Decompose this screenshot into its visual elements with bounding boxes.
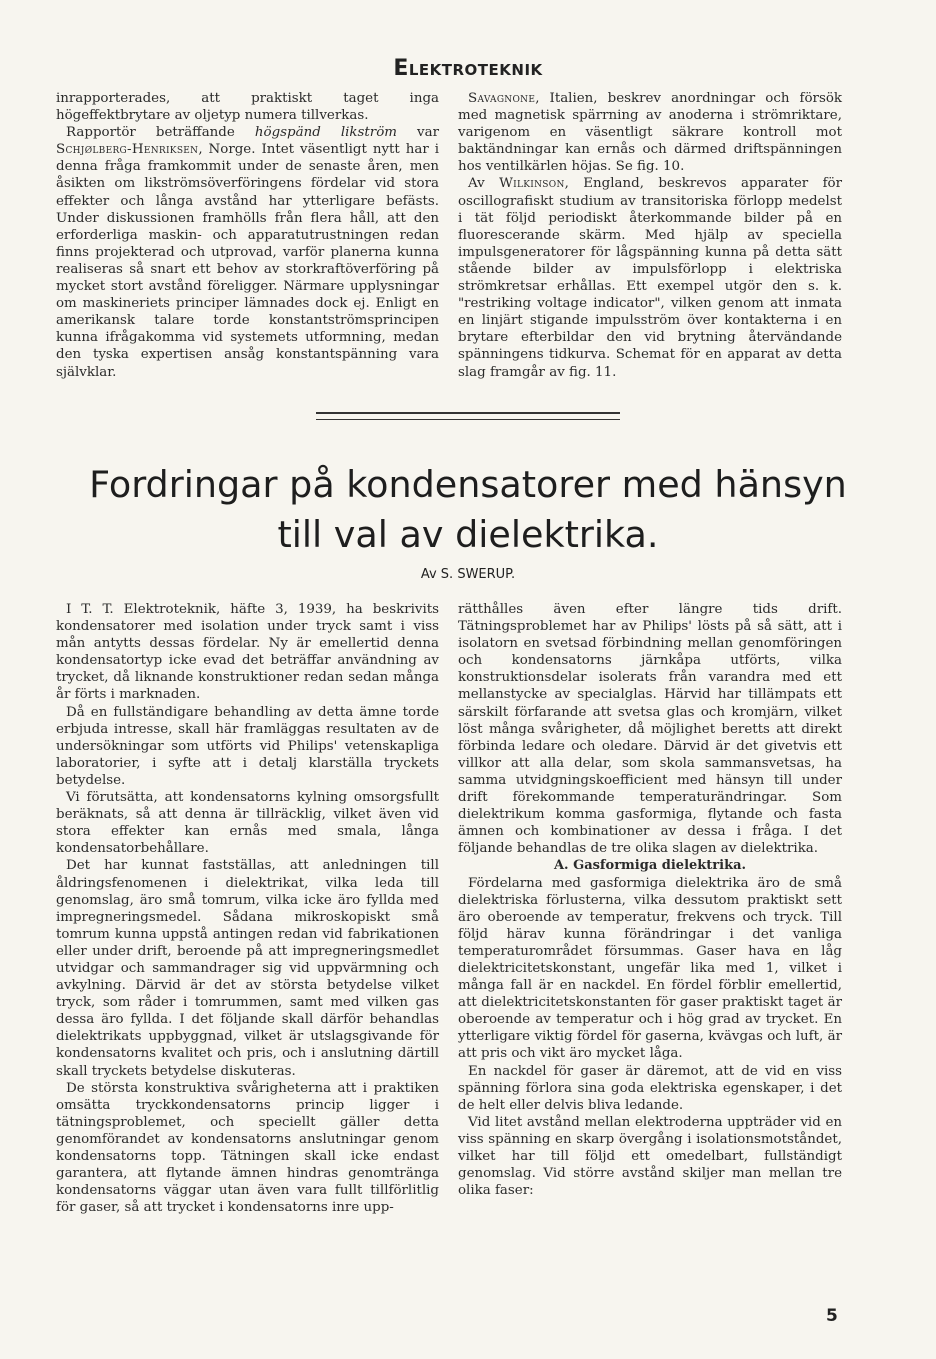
person-name: Wilkinson xyxy=(499,176,565,192)
title-line: Fordringar på kondensatorer med hänsyn xyxy=(89,463,847,506)
page-number: 5 xyxy=(826,1306,838,1326)
text-run: Av xyxy=(468,176,500,192)
text-run: var xyxy=(396,125,439,141)
paragraph: Det har kunnat fastställas, att anledningen till åldringsfenomenen i dielektrikat, vilka leda till genomslag, äro små tomrum, vilka icke äro fyllda med impregneringsmedel. Sådana mikroskopiskt små tomrum kunna uppstå antingen redan vid fabrikationen eller under drift, beroende på att impregneringsmedlet utvidgar och sammandrager sig vid uppvärmning och avkylning. Därvid är det av största betydelse vilket tryck, som råder i tomrummen, samt med vilken gas dessa äro fyllda. I det följande skall därför behandlas dielektrikats uppbyggnad, vilket är utslagsgivande för kondensatorns kvalitet och pris, och i anslutning därtill skall tryckets betydelse diskuteras. xyxy=(56,858,439,1079)
paragraph: I T. T. Elektroteknik, häfte 3, 1939, ha beskrivits kondensatorer med isolation under tryck samt i viss mån antytts dessas fördelar. Ny är emellertid denna kondensatortyp icke evad det beträffar användning av trycket, då liknande konstruktioner redan sedan många år förts i marknaden. xyxy=(56,602,439,703)
paragraph: inrapporterades, att praktiskt taget inga högeffektbrytare av oljetyp numera tillverkas. xyxy=(56,91,439,124)
text-run: , England, beskrevos apparater för oscillografiskt studium av transitoriska förlopp medelst i tät följd periodiskt återkommande bilder på en fluorescerande skärm. Med hjälp av speciella impulsgeneratorer för lågspänning kunna på detta sätt stående bilder av impulsförlopp i elektriska strömkretsar erhållas. Ett exempel utgör den s. k. "restriking voltage indicator", vilken genom att inmata en linjärt stigande impulsström över kontakterna i en brytare efterbildar den vid brytning återvändande spänningens tidkurva. Schemat för en apparat av detta slag framgår av fig. 11. xyxy=(458,176,842,380)
title-line: till val av dielektrika. xyxy=(277,513,659,556)
byline: Av S. SWERUP. xyxy=(420,567,516,582)
text-run: , Norge. Intet väsentligt nytt har i denna fråga framkommit under de senaste åren, men åsikten om likströmsöverföringens fördelar vid stora effekter och långa avstånd har ytterligare befästs. Under diskussionen framhölls från flera håll, att den erforderliga maskin- och apparatutrustningen redan finns projekterad och utprovad, varför planerna kunna realiseras så snart ett behov av storkraftöverföring på mycket stort avstånd föreligger. Närmare upplysningar om maskineriets principer lämnades dock ej. Enligt en amerikansk talare torde konstantströmsprincipen kunna ifrågakomma vid systemets utformning, medan den tyska expertisen ansåg konstantspänning vara självklar. xyxy=(56,142,439,380)
section-divider xyxy=(316,412,620,420)
body-right-column xyxy=(458,601,842,1199)
person-name: Savagnone xyxy=(468,91,536,106)
person-name: Schjølberg-Henriksen xyxy=(56,142,199,158)
paragraph xyxy=(56,124,439,380)
paragraph: Vid litet avstånd mellan elektroderna uppträder vid en viss spänning en skarp övergång i isolationsmotståndet, vilket har till följd ett omedelbart, fullständigt genomslag. Vid större avstånd skiljer man mellan tre olika faser: xyxy=(458,1114,842,1199)
article-title xyxy=(30,460,906,560)
paragraph: Fördelarna med gasformiga dielektrika äro de små dielektriska förlusterna, vilka dessutom praktiskt sett äro oberoende av temperatur, frekvens och tryck. Till följd härav kunna förändringar i det vanliga temperaturområdet försummas. Gaser hava en låg dielektricitetskonstant, ungefär lika med 1, vilket i många fall är en nackdel. En fördel förblir emellertid, att dielektricitetskonstanten för gaser praktiskt taget är oberoende av temperatur och i hög grad av trycket. En ytterligare viktig fördel för gaserna, kvävgas och luft, är att pris och vikt äro mycket låga. xyxy=(458,875,842,1062)
paragraph: En nackdel för gaser är däremot, att de vid en viss spänning förlora sina goda elektriska egenskaper, i det de helt eller delvis bliva ledande. xyxy=(458,1063,842,1113)
body-left-column xyxy=(56,601,439,1216)
paragraph: Då en fullständigare behandling av detta ämne torde erbjuda intresse, skall här framläggas resultaten av de undersökningar som utförts vid Philips' vetenskapliga laboratorier, i syfte att i detalj klarställa tryckets betydelse. xyxy=(56,704,439,788)
paragraph: Vi förutsätta, att kondensatorns kylning omsorgsfullt beräknats, så att denna är tillräcklig, vilket även vid stora effekter kan ernås med smala, långa kondensatorbehållare. xyxy=(56,790,439,857)
paragraph xyxy=(458,175,842,380)
paragraph xyxy=(458,90,842,175)
top-left-column xyxy=(56,90,439,381)
paragraph: De största konstruktiva svårigheterna att i praktiken omsätta tryckkondensatorns princip ligger i tätningsproblemet, och speciellt gäller detta genomförandet av kondensatorns anslutningar genom kondensatorns topp. Tätningen skall icke endast garantera, att flytande ämnen hindras genomtränga kondensatorns väggar utan även vara fullt tillförlitlig för gaser, så att trycket i kondensatorns inre upp- xyxy=(56,1080,439,1216)
top-right-column xyxy=(458,90,842,381)
section-heading: A. Gasformiga dielektrika. xyxy=(553,858,747,874)
running-head: Elektroteknik xyxy=(393,56,543,81)
text-run: Rapportör beträffande xyxy=(66,125,255,141)
emphasis-text: högspänd likström xyxy=(254,125,397,141)
paragraph: rätthålles även efter längre tids drift. Tätningsproblemet har av Philips' lösts på så sätt, att i isolatorn en svetsad förbindning mellan genomföringen och kondensatorns järnkåpa utförts, vilka konstruktionsdelar isolerats från varandra med ett mellanstycke av specialglas. Härvid har tillämpats ett särskilt förfarande att svetsa glas och kromjärn, vilket löst många svårigheter, då möjlighet beretts att direkt förbinda ledare och oledare. Därvid är det givetvis ett villkor att alla delar, som skola sammansvetsas, ha samma utvidgningskoefficient med hänsyn till under drift förekommande temperaturändringar. Som dielektrikum komma gasformiga, flytande och fasta ämnen och kombinationer av dessa i fråga. I det följande behandlas de tre olika slagen av dielektrika. xyxy=(458,602,842,857)
text-run: , Italien, beskrev anordningar och försök med magnetisk spärrning av anoderna i strömriktare, varigenom en väsentligt säkrare kontroll mot baktändningar kan ernås och därmed driftspänningen hos ventilkärlen höjas. Se fig. 10. xyxy=(458,91,842,175)
